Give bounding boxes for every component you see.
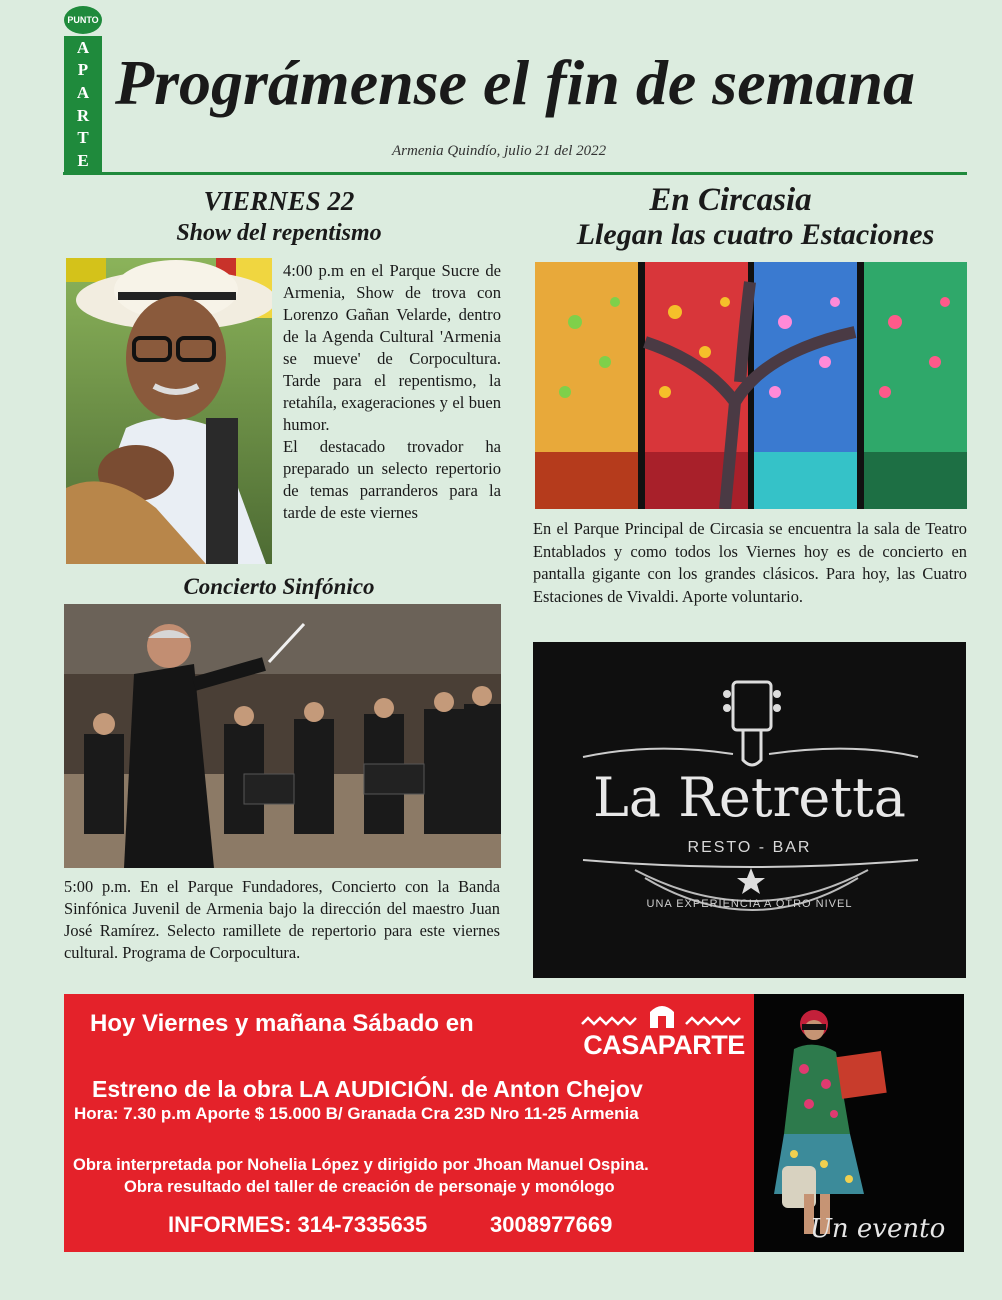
show-title: Show del repentismo — [176, 220, 382, 246]
actress-photo — [754, 994, 964, 1252]
show-description — [283, 260, 501, 524]
banner-phone-2: 3008977669 — [490, 1212, 613, 1237]
trovador-photo — [66, 258, 272, 564]
logo-letter: A — [76, 37, 90, 57]
banner-line-1: Hoy Viernes y mañana Sábado en — [90, 1010, 474, 1037]
dateline: Armenia Quindío, julio 21 del 2022 — [392, 143, 607, 159]
casaparte-name: CASAPARTE — [583, 1030, 745, 1060]
casaparte-banner — [64, 994, 754, 1252]
logo-letter: T — [77, 128, 89, 148]
banner-line-4: Obra interpretada por Nohelia López y dirigido por Jhoan Manuel Ospina. — [73, 1156, 649, 1174]
logo-letter: P — [77, 60, 89, 80]
logo-letters — [64, 36, 102, 172]
circasia-description: En el Parque Principal de Circasia se encuentra la sala de Teatro Entablados y como todos los Viernes hoy es de concierto en pantalla gigante con los grandes clásicos. Para hoy, las Cuatro Estaciones de Vivaldi. Aporte voluntario. — [533, 519, 967, 606]
concert-title: Concierto Sinfónico — [183, 574, 375, 599]
four-seasons-painting — [535, 262, 967, 509]
logo-badge: PUNTO — [64, 6, 102, 34]
logo-letter: E — [77, 151, 89, 171]
casaparte-house-icon — [576, 1000, 752, 1032]
day-heading: VIERNES 22 — [203, 186, 355, 216]
retretta-name: La Retretta — [593, 766, 906, 829]
show-paragraph: El destacado trovador ha preparado un selecto repertorio de temas parranderos para la tarde de este viernes — [283, 437, 501, 522]
logo-letter: R — [76, 105, 90, 125]
retretta-tagline: UNA EXPERIENCIA A OTRO NIVEL — [646, 898, 853, 910]
banner-informes: INFORMES: 314-7335635 — [168, 1212, 428, 1237]
banner-line-5: Obra resultado del taller de creación de personaje y monólogo — [124, 1178, 615, 1196]
retretta-sub: RESTO - BAR — [687, 839, 812, 856]
la-retretta-ad — [533, 642, 966, 978]
show-paragraph: 4:00 p.m en el Parque Sucre de Armenia, Show de trova con Lorenzo Gañan Velarde, dentro de la Agenda Cultural 'Armenia se mueve' de Corpocultura. Tarde para el repentismo, la retahíla, exageraciones y el buen humor. — [283, 261, 501, 434]
page-title: Prográmense el fin de semana — [115, 47, 915, 118]
casaparte-logo — [576, 1000, 752, 1060]
estaciones-title: Llegan las cuatro Estaciones — [576, 218, 935, 251]
circasia-title: En Circasia — [649, 182, 812, 218]
signature-text: Un evento — [810, 1214, 946, 1244]
logo-letter: A — [76, 83, 90, 103]
banner-line-2: Estreno de la obra LA AUDICIÓN. de Anton Chejov — [92, 1076, 643, 1102]
banner-line-3: Hora: 7.30 p.m Aporte $ 15.000 B/ Granada Cra 23D Nro 11-25 Armenia — [74, 1104, 639, 1123]
header-divider — [63, 172, 967, 175]
concert-photo — [64, 604, 501, 868]
concert-description: 5:00 p.m. En el Parque Fundadores, Concierto con la Banda Sinfónica Juvenil de Armenia bajo la dirección del maestro Juan José Ramírez. Selecto ramillete de repertorio para este viernes cultural. Programa de Corpocultura. — [64, 877, 500, 962]
punto-aparte-logo — [64, 6, 102, 171]
